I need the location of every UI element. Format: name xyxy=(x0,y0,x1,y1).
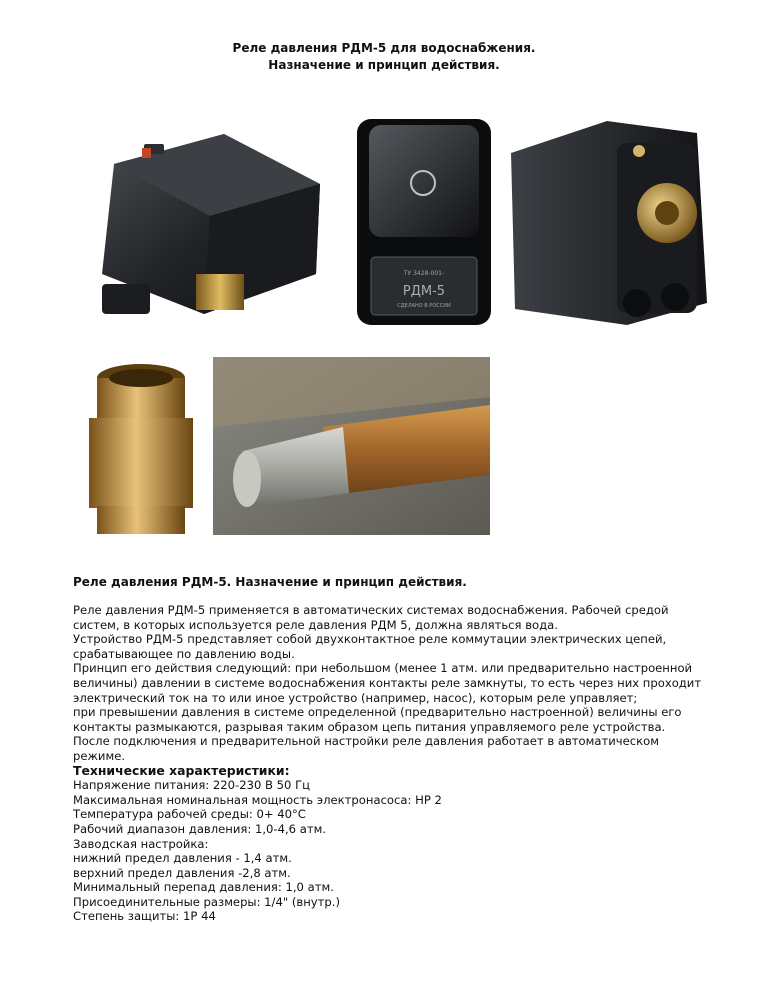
spec-line: Напряжение питания: 220-230 В 50 Гц xyxy=(73,778,311,793)
page-title-line-2: Назначение и принцип действия. xyxy=(268,58,500,72)
spec-line: Заводская настройка: xyxy=(73,836,209,851)
page-title xyxy=(0,40,768,74)
device-label-line-1: ТУ 3428-001- xyxy=(403,270,445,277)
paragraph: Принцип его действия следующий: при небольшом (менее 1 атм. или предварительно настроенной величины) давлении в системе водоснабжения контакты реле замкнуты, то есть через них проходит электрический ток на то или иное устройство (например, насос), которым реле управляет; xyxy=(73,661,702,705)
photo-rusty-strainer xyxy=(213,357,490,535)
spec-line: Температура рабочей среды: 0+ 40°С xyxy=(73,807,306,822)
paragraph: Устройство РДМ-5 представляет собой двухконтактное реле коммутации электрических цепей, срабатывающее по давлению воды. xyxy=(73,632,667,661)
specs-heading: Технические характеристики: xyxy=(73,762,290,778)
paragraph: при превышении давления в системе определенной (предварительно настроенной) величины его контакты размыкаются, разрывая таким образом цепь питания управляемого реле устройства. xyxy=(73,705,682,734)
spec-line: Степень защиты: 1Р 44 xyxy=(73,909,216,924)
spec-line: Рабочий диапазон давления: 1,0-4,6 атм. xyxy=(73,821,327,836)
device-label-line-2: РДМ-5 xyxy=(402,284,446,299)
pressure-switch-top-image xyxy=(355,117,493,327)
spec-line: Присоединительные размеры: 1/4" (внутр.) xyxy=(73,894,340,909)
spec-line: Минимальный перепад давления: 1,0 атм. xyxy=(73,880,334,895)
rusty-strainer-image xyxy=(213,357,490,535)
device-label-line-3: СДЕЛАНО В РОССИИ xyxy=(397,303,451,309)
paragraph: Реле давления РДМ-5 применяется в автоматических системах водоснабжения. Рабочей средой систем, в которых используется реле давления РДМ 5, должна являться вода. xyxy=(73,603,669,632)
photo-pressure-switch-top xyxy=(355,117,493,327)
spec-line: Максимальная номинальная мощность электронасоса: HP 2 xyxy=(73,792,442,807)
article-body xyxy=(73,603,713,924)
spec-line: верхний предел давления -2,8 атм. xyxy=(73,865,291,880)
article-subtitle: Реле давления РДМ-5. Назначение и принцип действия. xyxy=(73,575,467,589)
paragraph: После подключения и предварительной настройки реле давления работает в автоматическом режиме. xyxy=(73,734,659,763)
pressure-switch-side-image xyxy=(84,124,330,320)
check-valve-image xyxy=(83,360,203,536)
pressure-switch-open-image xyxy=(507,113,711,329)
photo-check-valve xyxy=(83,360,203,536)
page-title-line-1: Реле давления РДМ-5 для водоснабжения. xyxy=(232,41,536,55)
spec-line: нижний предел давления - 1,4 атм. xyxy=(73,851,292,866)
photo-pressure-switch-open xyxy=(507,113,711,329)
photo-pressure-switch-side xyxy=(84,124,330,320)
